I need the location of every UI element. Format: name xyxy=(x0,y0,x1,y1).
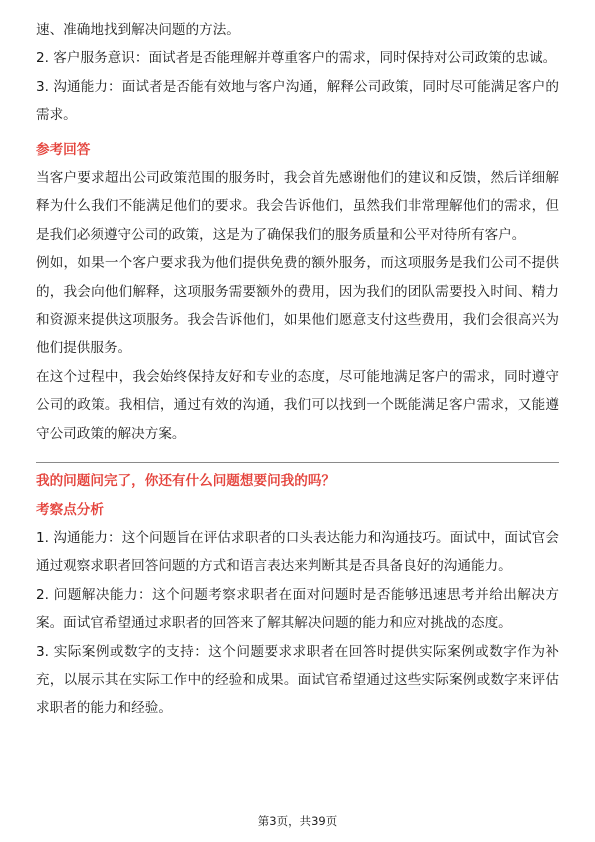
reference-answer-section xyxy=(36,136,559,448)
evaluation-points-continued xyxy=(36,16,559,130)
analysis-point-2: 2. 问题解决能力：这个问题考察求职者在面对问题时是否能够迅速思考并给出解决方案。面试官希望通过求职者的回答来了解其解决问题的能力和应对挑战的态度。 xyxy=(36,586,559,632)
analysis-point-1: 1. 沟通能力：这个问题旨在评估求职者的口头表达能力和沟通技巧。面试中，面试官会通过观察求职者回答问题的方式和语言表达来判断其是否具备良好的沟通能力。 xyxy=(36,529,559,575)
analysis-point-3: 3. 实际案例或数字的支持：这个问题要求求职者在回答时提供实际案例或数字作为补充，以展示其在实际工作中的经验和成果。面试官希望通过这些实际案例或数字来评估求职者的能力和经验。 xyxy=(36,643,559,717)
point-customer-service: 2. 客户服务意识：面试者是否能理解并尊重客户的需求，同时保持对公司政策的忠诚。 xyxy=(36,50,557,67)
question-title: 我的问题问完了，你还有什么问题想要问我的吗？ xyxy=(36,473,336,490)
point-continuation: 速、准确地找到解决问题的方法。 xyxy=(36,22,240,38)
answer-paragraph-3: 在这个过程中，我会始终保持友好和专业的态度，尽可能地满足客户的需求，同时遵守公司的政策。我相信，通过有效的沟通，我们可以找到一个既能满足客户需求，又能遵守公司政策的解决方案。 xyxy=(36,368,559,442)
section-divider xyxy=(36,462,559,463)
analysis-heading: 考察点分析 xyxy=(36,501,104,518)
question-section xyxy=(36,467,559,723)
answer-paragraph-2: 例如，如果一个客户要求我为他们提供免费的额外服务，而这项服务是我们公司不提供的，我会向他们解释，这项服务需要额外的费用，因为我们的团队需要投入时间、精力和资源来提供这项服务。我会告诉他们，如果他们愿意支付这些费用，我们会很高兴为他们提供服务。 xyxy=(36,255,559,357)
reference-answer-heading: 参考回答 xyxy=(36,141,91,158)
page-number-footer: 第3页，共39页 xyxy=(257,814,338,828)
document-page xyxy=(36,16,559,723)
answer-paragraph-1: 当客户要求超出公司政策范围的服务时，我会首先感谢他们的建议和反馈，然后详细解释为什么我们不能满足他们的要求。我会告诉他们，虽然我们非常理解他们的需求，但是我们必须遵守公司的政策，这是为了确保我们的服务质量和公平对待所有客户。 xyxy=(36,170,559,243)
point-communication: 3. 沟通能力：面试者是否能有效地与客户沟通，解释公司政策，同时尽可能满足客户的需求。 xyxy=(36,78,559,124)
